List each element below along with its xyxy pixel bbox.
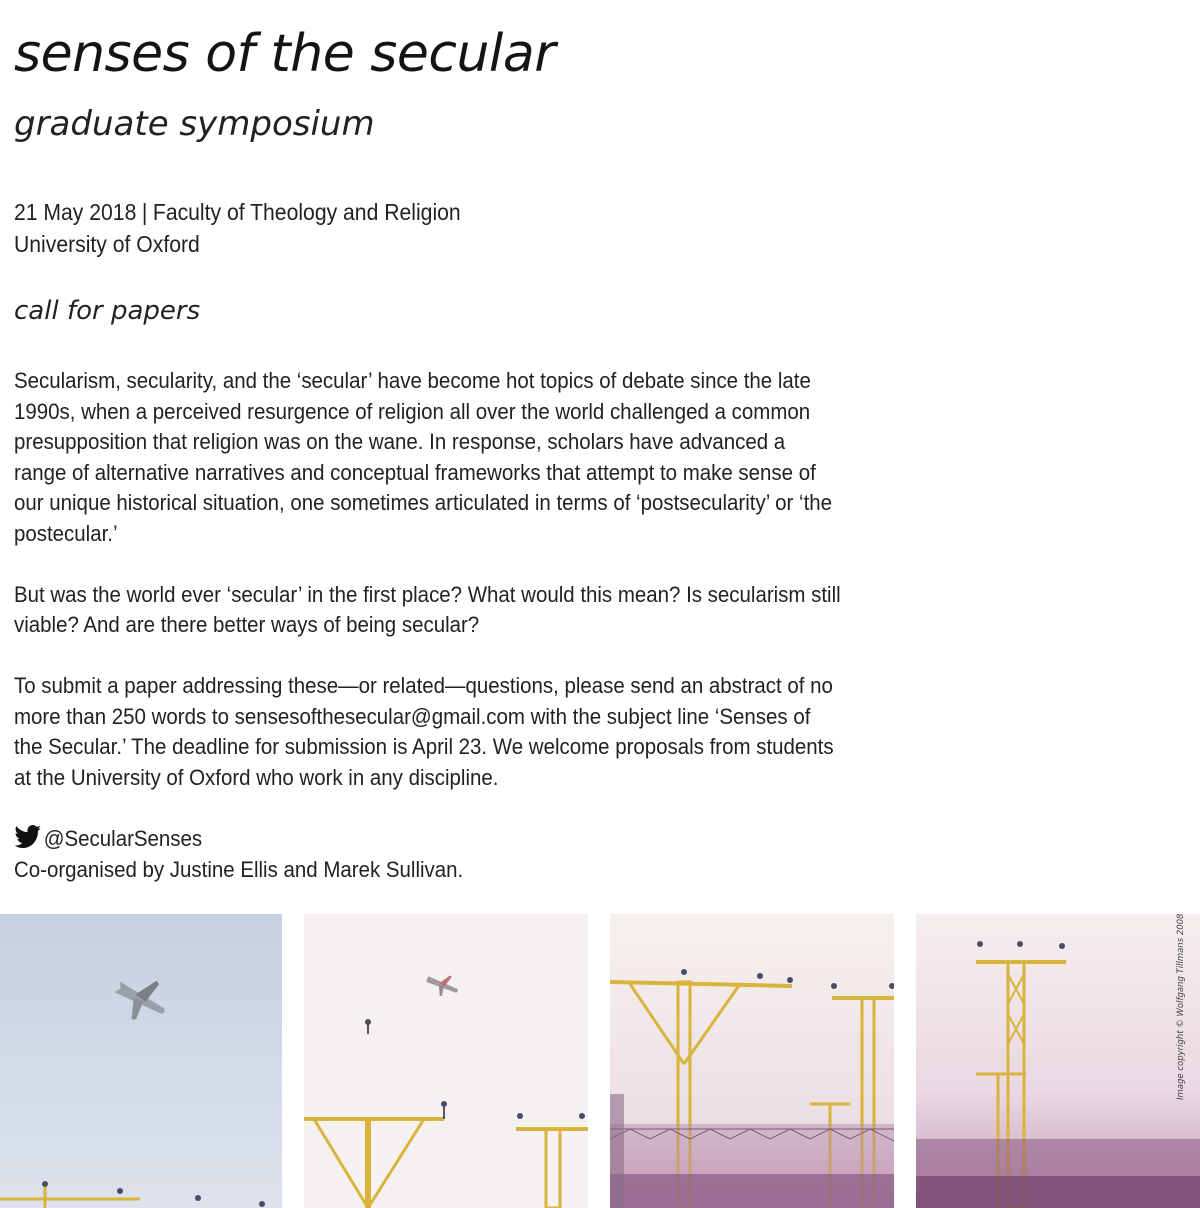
photo-plane-over-towers bbox=[304, 914, 588, 1208]
symposium-subtitle: graduate symposium bbox=[14, 104, 375, 144]
call-for-papers-body bbox=[14, 366, 842, 824]
image-copyright: Image copyright © Wolfgang Tillmans 2008 bbox=[1176, 913, 1186, 1100]
event-date: 21 May 2018 bbox=[14, 199, 137, 225]
call-for-papers-heading: call for papers bbox=[14, 296, 201, 326]
questions-paragraph: But was the world ever ‘secular’ in the first place? What would this mean? Is secularism still viable? And are there better ways of being secular? bbox=[14, 581, 841, 637]
event-university: University of Oxford bbox=[14, 231, 200, 257]
event-faculty: Faculty of Theology and Religion bbox=[152, 199, 461, 225]
intro-paragraph: Secularism, secularity, and the ‘secular’ have become hot topics of debate since the late 1990s, when a perceived resurgence of religion all over the world challenged a common presupposition that religion was on the wane. In response, scholars have advanced a range of alternative narratives and conceptual frameworks that attempt to make sense of our unique historical situation, one sometimes articulated in terms of ‘postsecularity’ or ‘the postecular.’ bbox=[14, 368, 833, 546]
photo-tall-tower-dusk bbox=[916, 914, 1200, 1208]
event-date-line bbox=[14, 196, 461, 228]
event-details bbox=[14, 196, 461, 260]
twitter-bird-icon bbox=[14, 825, 42, 849]
twitter-row[interactable] bbox=[14, 824, 463, 855]
symposium-title: senses of the secular bbox=[14, 24, 556, 84]
photo-towers-fence bbox=[610, 914, 894, 1208]
event-separator: | bbox=[141, 199, 148, 225]
twitter-handle[interactable]: @SecularSenses bbox=[43, 826, 203, 851]
social-block bbox=[14, 824, 463, 885]
photo-plane-blue-sky bbox=[0, 914, 282, 1208]
submission-paragraph: To submit a paper addressing these—or related—questions, please send an abstract of no more than 250 words to sensesofthesecular@gmail.com with the subject line ‘Senses of the Secular.’ The deadline for submission is April 23. We welcome proposals from students at the University of Oxford who work in any discipline. bbox=[14, 673, 834, 790]
organisers-line: Co-organised by Justine Ellis and Marek Sullivan. bbox=[14, 856, 464, 882]
